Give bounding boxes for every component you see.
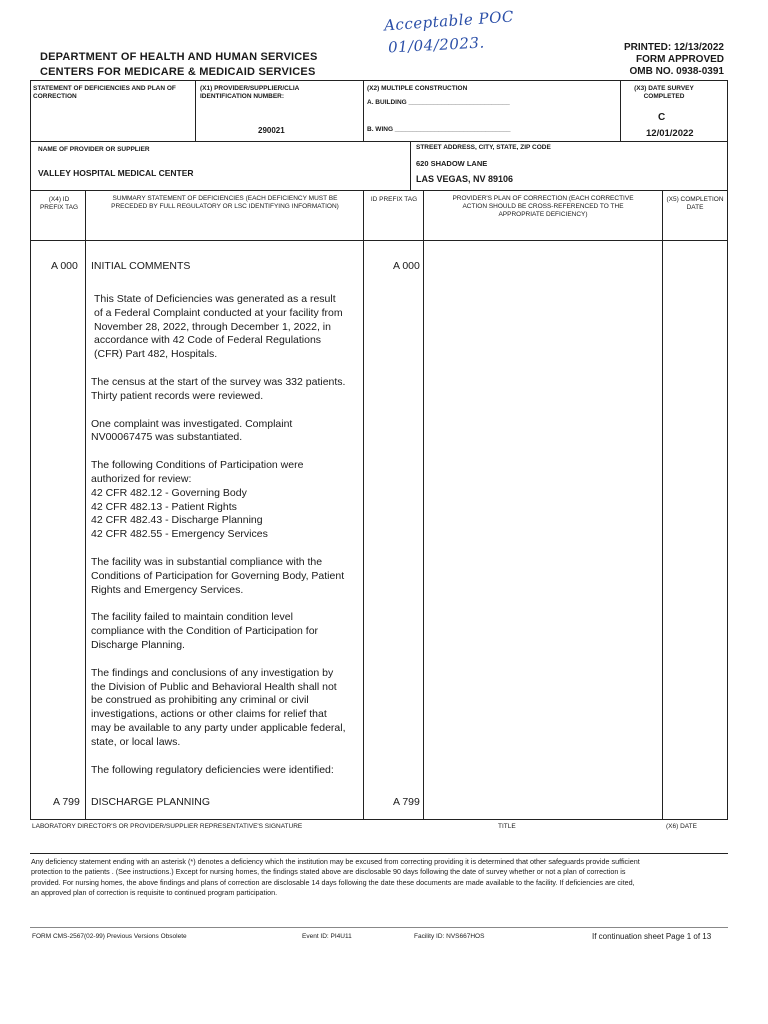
x2-label: (X2) MULTIPLE CONSTRUCTION: [367, 85, 468, 92]
paragraph-complaint: One complaint was investigated. Complaint NV00067475 was substantiated.: [91, 417, 293, 444]
paragraph-conditions: [91, 459, 346, 542]
provider-name-label: NAME OF PROVIDER OR SUPPLIER: [38, 146, 150, 153]
event-id: Event ID: PI4U11: [302, 933, 352, 940]
col-header-summary: SUMMARY STATEMENT OF DEFICIENCIES (EACH DEFICIENCY MUST BE PRECEDED BY FULL REGULATORY OR LSC IDENTIFYING INFORMATION): [111, 195, 339, 210]
condition-item: 42 CFR 482.12 - Governing Body: [91, 486, 247, 499]
paragraph-failure: The facility failed to maintain condition level compliance with the Condition of Participation for Discharge Planning.: [91, 611, 319, 651]
condition-item: 42 CFR 482.55 - Emergency Services: [91, 528, 268, 541]
survey-type-letter: C: [658, 112, 666, 123]
prefix-tag-a000: A 000: [51, 260, 78, 272]
omb-number: OMB NO. 0938-0391: [629, 66, 724, 77]
condition-item: 42 CFR 482.13 - Patient Rights: [91, 500, 237, 513]
handwritten-annotation-line1: Acceptable POC: [383, 7, 515, 35]
col-header-x5: (X5) COMPLETION DATE: [666, 196, 724, 211]
initial-comments-heading: INITIAL COMMENTS: [91, 260, 191, 272]
provider-id-number: 290021: [258, 126, 285, 135]
address-city: LAS VEGAS, NV 89106: [416, 174, 514, 184]
col-header-id: ID PREFIX TAG: [370, 196, 418, 203]
conditions-intro: The following Conditions of Participation were authorized for review:: [91, 459, 304, 485]
statement-label: STATEMENT OF DEFICIENCIES AND PLAN OF CORRECTION: [33, 85, 176, 100]
address-label: STREET ADDRESS, CITY, STATE, ZIP CODE: [416, 144, 551, 151]
date-label: (X6) DATE: [666, 823, 697, 830]
paragraph-intro: This State of Deficiencies was generated as a result of a Federal Complaint conducted at your facility from November 28, 2022, through December 1, 2022, in accordance with 42 Code of Federal Regulations (CFR) Part 482, Hospitals.: [94, 293, 343, 361]
address-street: 620 SHADOW LANE: [416, 159, 488, 168]
form-approved: FORM APPROVED: [636, 54, 724, 65]
summary-body: [91, 293, 346, 777]
paragraph-findings: The findings and conclusions of any investigation by the Division of Public and Behavioral Health shall not be construed as prohibiting any criminal or civil investigations, actions or other claims for relief that may be available to any party under applicable federal, state, or local laws.: [91, 666, 346, 748]
paragraph-deficiencies: The following regulatory deficiencies were identified:: [91, 763, 334, 776]
col-header-x4: (X4) ID PREFIX TAG: [39, 196, 79, 211]
footer-disclaimer: Any deficiency statement ending with an asterisk (*) denotes a deficiency which the institution may be excused from correcting providing it is determined that other safeguards provide sufficient protection to the patients . (See instructions.) Except for nursing homes, the findings stated above are disclosable 90 days following the date of survey whether or not a plan of correction is provided. For nursing homes, the above findings and plans of correction are disclosable 14 days following the date these documents are made available to the facility. If deficiencies are cited, an approved plan of correction is requisite to continued program participation.: [31, 857, 640, 898]
printed-date: PRINTED: 12/13/2022: [623, 42, 724, 53]
discharge-planning-heading: DISCHARGE PLANNING: [91, 796, 211, 808]
building-label: A. BUILDING ____________________________: [367, 99, 510, 106]
x3-label: (X3) DATE SURVEY COMPLETED: [634, 85, 694, 100]
x1-label: (X1) PROVIDER/SUPPLIER/CLIA IDENTIFICATION NUMBER:: [200, 85, 300, 100]
id-tag-a799: A 799: [393, 796, 420, 808]
prefix-tag-a799: A 799: [53, 796, 80, 808]
title-label: TITLE: [498, 823, 516, 830]
department-title: DEPARTMENT OF HEALTH AND HUMAN SERVICES: [40, 51, 318, 63]
handwritten-annotation-line2: 01/04/2023.: [387, 33, 486, 57]
provider-name: VALLEY HOSPITAL MEDICAL CENTER: [38, 168, 194, 178]
facility-id: Facility ID: NVS667HOS: [414, 933, 485, 940]
paragraph-compliance: The facility was in substantial compliance with the Conditions of Participation for Governing Body, Patient Rights and Emergency Services.: [91, 555, 345, 596]
agency-title: CENTERS FOR MEDICARE & MEDICAID SERVICES: [40, 66, 316, 78]
wing-label: B. WING ________________________________: [367, 126, 511, 133]
col-header-plan: PROVIDER'S PLAN OF CORRECTION (EACH CORRECTIVE ACTION SHOULD BE CROSS-REFERENCED TO THE APPROPRIATE DEFICIENCY): [452, 195, 634, 218]
condition-item: 42 CFR 482.43 - Discharge Planning: [91, 514, 263, 527]
survey-completed-date: 12/01/2022: [646, 128, 694, 139]
signature-label: LABORATORY DIRECTOR'S OR PROVIDER/SUPPLIER REPRESENTATIVE'S SIGNATURE: [32, 823, 303, 830]
id-tag-a000: A 000: [393, 260, 420, 272]
paragraph-census: The census at the start of the survey was 332 patients. Thirty patient records were reviewed.: [91, 375, 346, 402]
form-number: FORM CMS-2567(02-99) Previous Versions Obsolete: [32, 933, 187, 940]
page-number: If continuation sheet Page 1 of 13: [592, 932, 712, 941]
